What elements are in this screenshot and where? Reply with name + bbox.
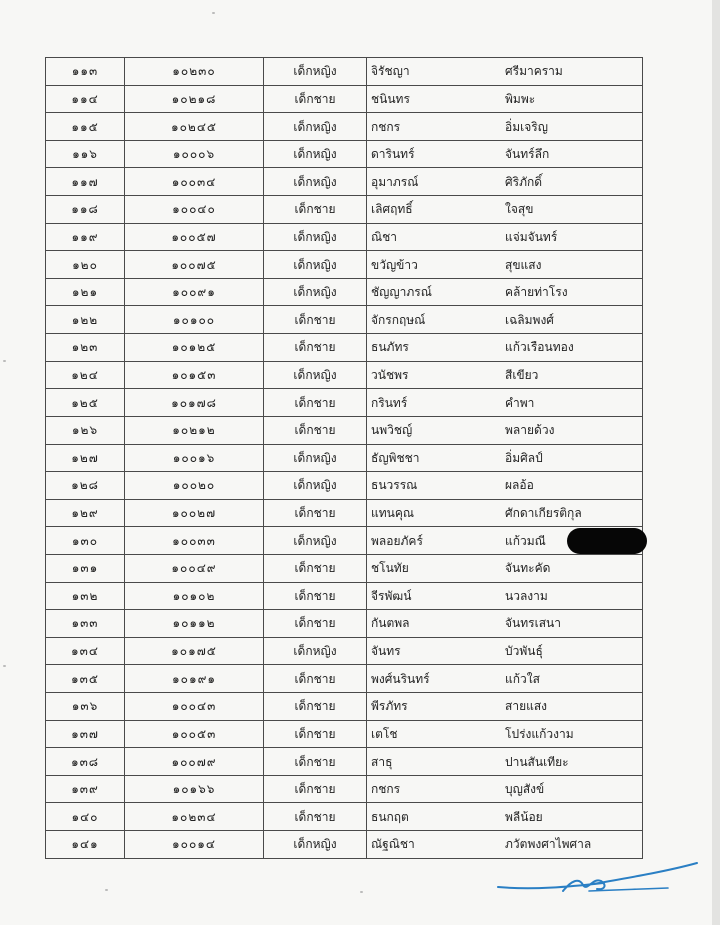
row-number-cell: ๑๑๔ [46, 85, 125, 113]
last-name-cell: จันทะคัด [501, 554, 643, 582]
first-name-cell: ชนินทร [367, 85, 502, 113]
table-row [46, 554, 643, 582]
table-row [46, 416, 643, 444]
table-row [46, 306, 643, 334]
first-name-cell: ณัฐณิชา [367, 831, 502, 859]
last-name-cell: บัวพันธุ์ [501, 637, 643, 665]
first-name-cell: ชโนทัย [367, 554, 502, 582]
student-id-cell: ๑๐๐๔๓ [125, 693, 264, 721]
table-row [46, 223, 643, 251]
student-id-cell: ๑๐๐๙๑ [125, 278, 264, 306]
title-cell: เด็กชาย [264, 665, 367, 693]
last-name-cell: พลายด้วง [501, 416, 643, 444]
last-name-cell: บุญสังข์ [501, 775, 643, 803]
table-row [46, 637, 643, 665]
roster-table-body [46, 58, 643, 859]
row-number-cell: ๑๒๔ [46, 361, 125, 389]
last-name-cell: ศิริภักดิ์ [501, 168, 643, 196]
last-name-cell: พลีน้อย [501, 803, 643, 831]
table-row [46, 389, 643, 417]
first-name-cell: กชกร [367, 113, 502, 141]
student-id-cell: ๑๐๑๐๒ [125, 582, 264, 610]
table-row [46, 85, 643, 113]
redaction-mark [567, 528, 647, 554]
student-id-cell: ๑๐๒๓๔ [125, 803, 264, 831]
first-name-cell: กรินทร์ [367, 389, 502, 417]
row-number-cell: ๑๒๓ [46, 334, 125, 362]
row-number-cell: ๑๓๙ [46, 775, 125, 803]
table-row [46, 140, 643, 168]
title-cell: เด็กหญิง [264, 361, 367, 389]
row-number-cell: ๑๔๐ [46, 803, 125, 831]
last-name-cell: สายแสง [501, 693, 643, 721]
title-cell: เด็กชาย [264, 196, 367, 224]
title-cell: เด็กหญิง [264, 527, 367, 555]
last-name-cell: คล้ายท่าโรง [501, 278, 643, 306]
first-name-cell: วนัชพร [367, 361, 502, 389]
table-row [46, 748, 643, 776]
last-name-cell: อิ่มเจริญ [501, 113, 643, 141]
last-name-cell: นวลงาม [501, 582, 643, 610]
student-id-cell: ๑๐๐๕๗ [125, 223, 264, 251]
first-name-cell: แทนคุณ [367, 499, 502, 527]
student-id-cell: ๑๐๐๗๙ [125, 748, 264, 776]
title-cell: เด็กชาย [264, 499, 367, 527]
title-cell: เด็กหญิง [264, 223, 367, 251]
first-name-cell: จักรกฤษณ์ [367, 306, 502, 334]
student-id-cell: ๑๐๑๐๐ [125, 306, 264, 334]
title-cell: เด็กชาย [264, 610, 367, 638]
row-number-cell: ๑๒๖ [46, 416, 125, 444]
student-id-cell: ๑๐๐๕๓ [125, 720, 264, 748]
title-cell: เด็กชาย [264, 693, 367, 721]
row-number-cell: ๑๓๔ [46, 637, 125, 665]
row-number-cell: ๑๓๒ [46, 582, 125, 610]
last-name-cell: ใจสุข [501, 196, 643, 224]
row-number-cell: ๑๑๖ [46, 140, 125, 168]
row-number-cell: ๑๓๕ [46, 665, 125, 693]
title-cell: เด็กชาย [264, 803, 367, 831]
first-name-cell: กชกร [367, 775, 502, 803]
last-name-cell: แก้วมณี [501, 527, 643, 555]
row-number-cell: ๑๒๙ [46, 499, 125, 527]
student-id-cell: ๑๐๑๑๒ [125, 610, 264, 638]
page-edge-shadow [712, 0, 720, 925]
last-name-cell: ศรีมาคราม [501, 58, 643, 86]
table-row [46, 113, 643, 141]
row-number-cell: ๑๓๖ [46, 693, 125, 721]
table-row [46, 831, 643, 859]
first-name-cell: ขวัญข้าว [367, 251, 502, 279]
student-id-cell: ๑๐๐๓๔ [125, 168, 264, 196]
row-number-cell: ๑๑๕ [46, 113, 125, 141]
last-name-cell: พิมพะ [501, 85, 643, 113]
row-number-cell: ๑๓๐ [46, 527, 125, 555]
student-id-cell: ๑๐๑๗๕ [125, 637, 264, 665]
row-number-cell: ๑๒๑ [46, 278, 125, 306]
student-id-cell: ๑๐๑๙๑ [125, 665, 264, 693]
first-name-cell: พีรภัทร [367, 693, 502, 721]
row-number-cell: ๑๓๘ [46, 748, 125, 776]
table-row [46, 251, 643, 279]
last-name-cell: ภวัตพงศาไพศาล [501, 831, 643, 859]
title-cell: เด็กชาย [264, 85, 367, 113]
student-id-cell: ๑๐๒๔๕ [125, 113, 264, 141]
last-name-cell: ผลอ้อ [501, 472, 643, 500]
first-name-cell: เลิศฤทธิ์ [367, 196, 502, 224]
row-number-cell: ๑๓๓ [46, 610, 125, 638]
last-name-cell: จันทร์ลึก [501, 140, 643, 168]
student-id-cell: ๑๐๐๒๐ [125, 472, 264, 500]
last-name-cell: สีเขียว [501, 361, 643, 389]
first-name-cell: ธนภัทร [367, 334, 502, 362]
student-id-cell: ๑๐๐๔๙ [125, 554, 264, 582]
title-cell: เด็กหญิง [264, 278, 367, 306]
row-number-cell: ๑๓๑ [46, 554, 125, 582]
first-name-cell: เตโช [367, 720, 502, 748]
row-number-cell: ๑๒๐ [46, 251, 125, 279]
row-number-cell: ๑๓๗ [46, 720, 125, 748]
title-cell: เด็กชาย [264, 334, 367, 362]
table-row [46, 527, 643, 555]
row-number-cell: ๑๑๘ [46, 196, 125, 224]
student-id-cell: ๑๐๐๐๖ [125, 140, 264, 168]
handwritten-signature [493, 857, 703, 897]
table-row [46, 665, 643, 693]
student-roster-table [45, 57, 643, 859]
first-name-cell: จีรพัฒน์ [367, 582, 502, 610]
title-cell: เด็กหญิง [264, 444, 367, 472]
title-cell: เด็กชาย [264, 748, 367, 776]
row-number-cell: ๑๒๕ [46, 389, 125, 417]
table-row [46, 693, 643, 721]
title-cell: เด็กชาย [264, 416, 367, 444]
title-cell: เด็กชาย [264, 582, 367, 610]
table-row [46, 803, 643, 831]
row-number-cell: ๑๒๗ [46, 444, 125, 472]
first-name-cell: ธนวรรณ [367, 472, 502, 500]
title-cell: เด็กหญิง [264, 140, 367, 168]
table-row [46, 444, 643, 472]
title-cell: เด็กหญิง [264, 251, 367, 279]
first-name-cell: พงศ์นรินทร์ [367, 665, 502, 693]
first-name-cell: กันตพล [367, 610, 502, 638]
first-name-cell: ณิชา [367, 223, 502, 251]
title-cell: เด็กหญิง [264, 637, 367, 665]
student-id-cell: ๑๐๑๕๓ [125, 361, 264, 389]
last-name-cell: แจ่มจันทร์ [501, 223, 643, 251]
title-cell: เด็กชาย [264, 775, 367, 803]
scan-speck [3, 665, 6, 667]
table-row [46, 499, 643, 527]
student-id-cell: ๑๐๑๗๘ [125, 389, 264, 417]
row-number-cell: ๑๑๙ [46, 223, 125, 251]
table-row [46, 334, 643, 362]
student-id-cell: ๑๐๑๖๖ [125, 775, 264, 803]
first-name-cell: ธัญพิชชา [367, 444, 502, 472]
title-cell: เด็กหญิง [264, 113, 367, 141]
table-row [46, 775, 643, 803]
last-name-cell: อิ่มศิลป์ [501, 444, 643, 472]
first-name-cell: พลอยภัคร์ [367, 527, 502, 555]
title-cell: เด็กหญิง [264, 831, 367, 859]
first-name-cell: จิรัชญา [367, 58, 502, 86]
title-cell: เด็กหญิง [264, 472, 367, 500]
last-name-cell: จันทรเสนา [501, 610, 643, 638]
student-id-cell: ๑๐๐๑๔ [125, 831, 264, 859]
first-name-cell: จันทร [367, 637, 502, 665]
table-row [46, 720, 643, 748]
first-name-cell: ดารินทร์ [367, 140, 502, 168]
first-name-cell: อุมาภรณ์ [367, 168, 502, 196]
first-name-cell: สาธุ [367, 748, 502, 776]
row-number-cell: ๑๔๑ [46, 831, 125, 859]
first-name-cell: ธนกฤต [367, 803, 502, 831]
scan-speck [105, 889, 108, 891]
row-number-cell: ๑๑๓ [46, 58, 125, 86]
student-id-cell: ๑๐๐๑๖ [125, 444, 264, 472]
row-number-cell: ๑๑๗ [46, 168, 125, 196]
student-id-cell: ๑๐๐๗๕ [125, 251, 264, 279]
student-id-cell: ๑๐๒๑๒ [125, 416, 264, 444]
last-name-cell: แก้วเรือนทอง [501, 334, 643, 362]
scan-speck [212, 12, 215, 14]
last-name-cell: ปานสันเทียะ [501, 748, 643, 776]
student-id-cell: ๑๐๑๒๕ [125, 334, 264, 362]
first-name-cell: ชัญญาภรณ์ [367, 278, 502, 306]
table-row [46, 610, 643, 638]
last-name-cell: สุขแสง [501, 251, 643, 279]
last-name-cell: โปร่งแก้วงาม [501, 720, 643, 748]
table-row [46, 196, 643, 224]
row-number-cell: ๑๒๒ [46, 306, 125, 334]
title-cell: เด็กชาย [264, 389, 367, 417]
table-row [46, 472, 643, 500]
title-cell: เด็กหญิง [264, 58, 367, 86]
last-name-cell: ศักดาเกียรติกุล [501, 499, 643, 527]
title-cell: เด็กชาย [264, 306, 367, 334]
scan-speck [360, 891, 363, 893]
student-id-cell: ๑๐๐๔๐ [125, 196, 264, 224]
table-row [46, 361, 643, 389]
last-name-cell: คำพา [501, 389, 643, 417]
student-id-cell: ๑๐๒๑๘ [125, 85, 264, 113]
last-name-cell: แก้วใส [501, 665, 643, 693]
student-id-cell: ๑๐๒๓๐ [125, 58, 264, 86]
row-number-cell: ๑๒๘ [46, 472, 125, 500]
student-id-cell: ๑๐๐๒๗ [125, 499, 264, 527]
scan-speck [3, 360, 6, 362]
title-cell: เด็กหญิง [264, 168, 367, 196]
title-cell: เด็กชาย [264, 720, 367, 748]
first-name-cell: นพวิชญ์ [367, 416, 502, 444]
table-row [46, 58, 643, 86]
student-id-cell: ๑๐๐๓๓ [125, 527, 264, 555]
table-row [46, 168, 643, 196]
table-row [46, 582, 643, 610]
title-cell: เด็กชาย [264, 554, 367, 582]
table-row [46, 278, 643, 306]
last-name-cell: เฉลิมพงศ์ [501, 306, 643, 334]
